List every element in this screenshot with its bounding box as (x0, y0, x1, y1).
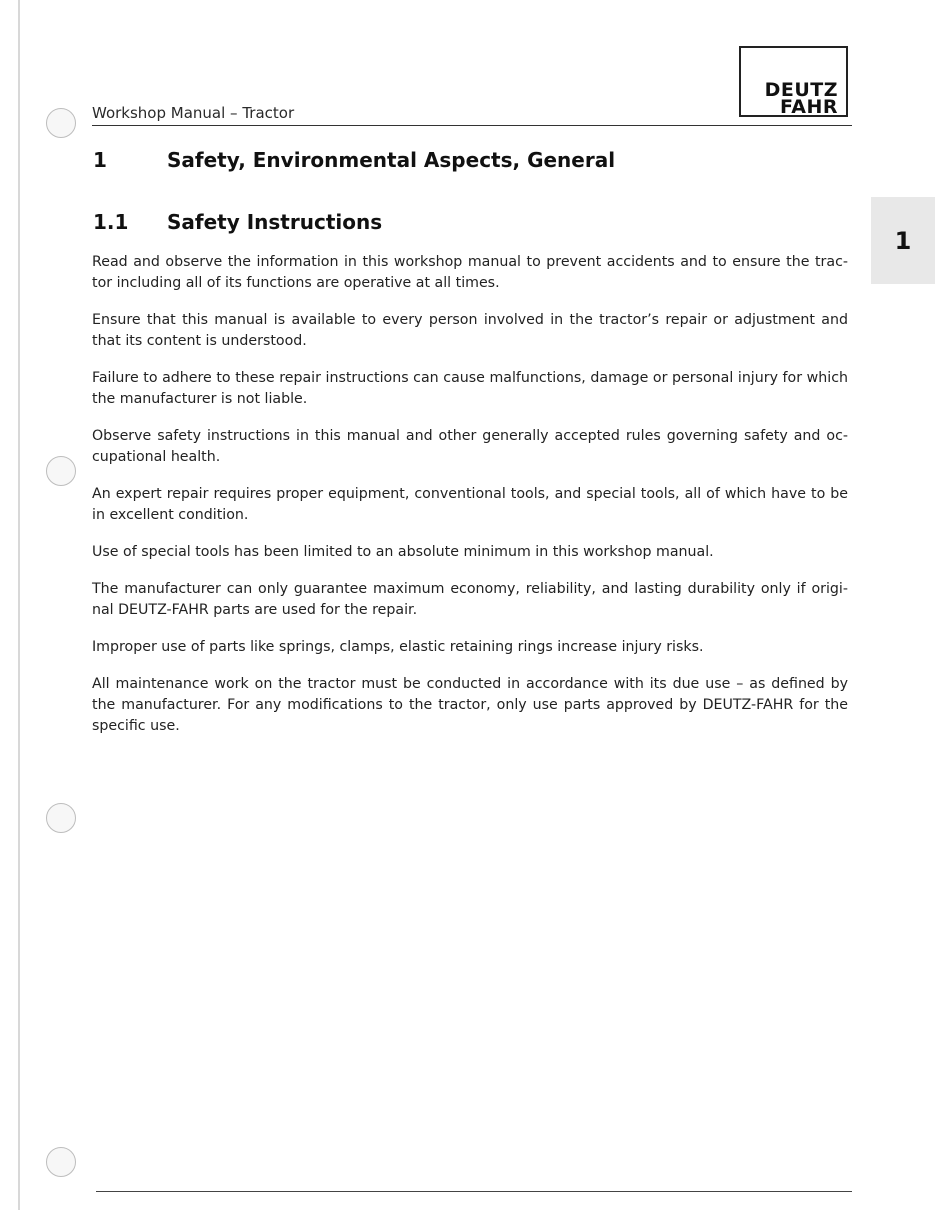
logo-line-1: DEUTZ (764, 79, 838, 101)
paragraph: All maintenance work on the tractor must be conducted in accordance with its due use – as defined by the manufacturer. For any modifications to the tractor, only use parts approved by DEUTZ-FAHR for the specific use. (92, 676, 848, 734)
body-text (92, 252, 848, 753)
header-rule (92, 125, 852, 126)
paragraph: Observe safety instructions in this manual and other generally accepted rules governing safety and oc- cupational health. (92, 428, 848, 465)
footer-rule (96, 1191, 852, 1192)
paragraph: Ensure that this manual is available to every person involved in the tractor’s repair or adjustment and that its content is understood. (92, 312, 848, 349)
punch-hole (46, 456, 76, 486)
paragraph: The manufacturer can only guarantee maximum economy, reliability, and lasting durability only if origi- nal DEUTZ-FAHR parts are used for the repair. (92, 581, 848, 618)
punch-hole (46, 108, 76, 138)
subsection-number: 1.1 (93, 210, 129, 234)
punch-hole (46, 1147, 76, 1177)
chapter-tab: 1 (871, 197, 935, 284)
section-title: Safety, Environmental Aspects, General (167, 148, 616, 172)
subsection-title: Safety Instructions (167, 210, 383, 234)
paragraph: An expert repair requires proper equipment, conventional tools, and special tools, all of which have to be in excellent condition. (92, 486, 848, 523)
deutz-fahr-logo (739, 46, 848, 117)
paragraph: Use of special tools has been limited to an absolute minimum in this workshop manual. (92, 544, 714, 560)
paragraph: Failure to adhere to these repair instructions can cause malfunctions, damage or personal injury for which the manufacturer is not liable. (92, 370, 848, 407)
page-edge (18, 0, 20, 1210)
paragraph: Read and observe the information in this workshop manual to prevent accidents and to ensure the trac- tor including all of its functions are operative at all times. (92, 254, 848, 291)
punch-hole (46, 803, 76, 833)
paragraph: Improper use of parts like springs, clamps, elastic retaining rings increase injury risks. (92, 639, 704, 655)
header-title: Workshop Manual – Tractor (92, 104, 295, 122)
logo-line-2: FAHR (779, 96, 838, 118)
section-number: 1 (93, 148, 107, 172)
